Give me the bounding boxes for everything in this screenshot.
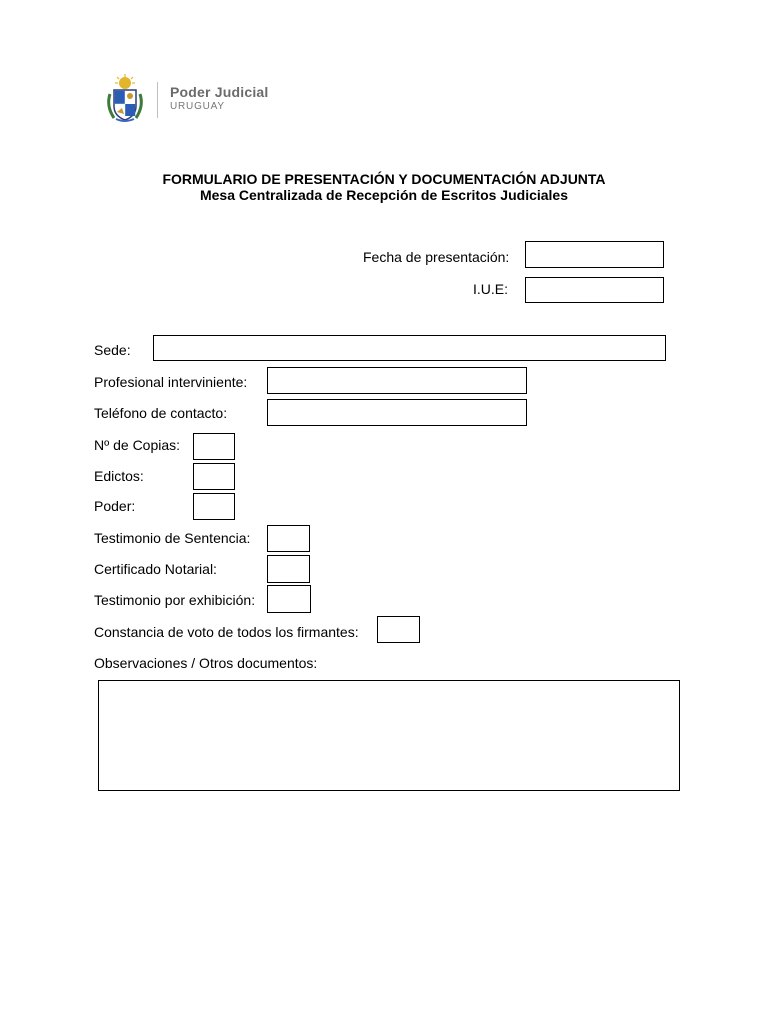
poder-field[interactable] <box>193 493 235 520</box>
org-name: Poder Judicial <box>170 84 269 100</box>
telefono-label: Teléfono de contacto: <box>94 405 228 421</box>
profesional-label: Profesional interviniente: <box>94 374 248 390</box>
constancia-voto-field[interactable] <box>377 616 420 643</box>
fecha-field[interactable] <box>525 241 664 268</box>
iue-label: I.U.E: <box>473 281 509 297</box>
testimonio-exhibicion-label: Testimonio por exhibición: <box>94 592 256 608</box>
iue-field[interactable] <box>525 277 664 303</box>
form-title: FORMULARIO DE PRESENTACIÓN Y DOCUMENTACIÓN ADJUNTA <box>162 171 606 187</box>
form-subtitle: Mesa Centralizada de Recepción de Escritos Judiciales <box>199 187 569 203</box>
profesional-field[interactable] <box>267 367 527 394</box>
logo-divider <box>157 82 158 118</box>
copias-label: Nº de Copias: <box>94 437 181 453</box>
observaciones-field[interactable] <box>98 680 680 791</box>
edictos-label: Edictos: <box>94 468 144 484</box>
certificado-notarial-field[interactable] <box>267 555 310 583</box>
edictos-field[interactable] <box>193 463 235 490</box>
copias-field[interactable] <box>193 433 235 460</box>
poder-label: Poder: <box>94 498 136 514</box>
uruguay-coat-of-arms-icon <box>104 74 146 124</box>
sede-field[interactable] <box>153 335 666 361</box>
sede-label: Sede: <box>94 342 131 358</box>
constancia-voto-label: Constancia de voto de todos los firmantes: <box>94 624 359 640</box>
testimonio-exhibicion-field[interactable] <box>267 585 311 613</box>
fecha-label: Fecha de presentación: <box>363 249 510 265</box>
org-country: URUGUAY <box>170 101 225 112</box>
observaciones-label: Observaciones / Otros documentos: <box>94 655 318 671</box>
telefono-field[interactable] <box>267 399 527 426</box>
testimonio-sentencia-field[interactable] <box>267 525 310 552</box>
certificado-notarial-label: Certificado Notarial: <box>94 561 217 577</box>
testimonio-sentencia-label: Testimonio de Sentencia: <box>94 530 251 546</box>
